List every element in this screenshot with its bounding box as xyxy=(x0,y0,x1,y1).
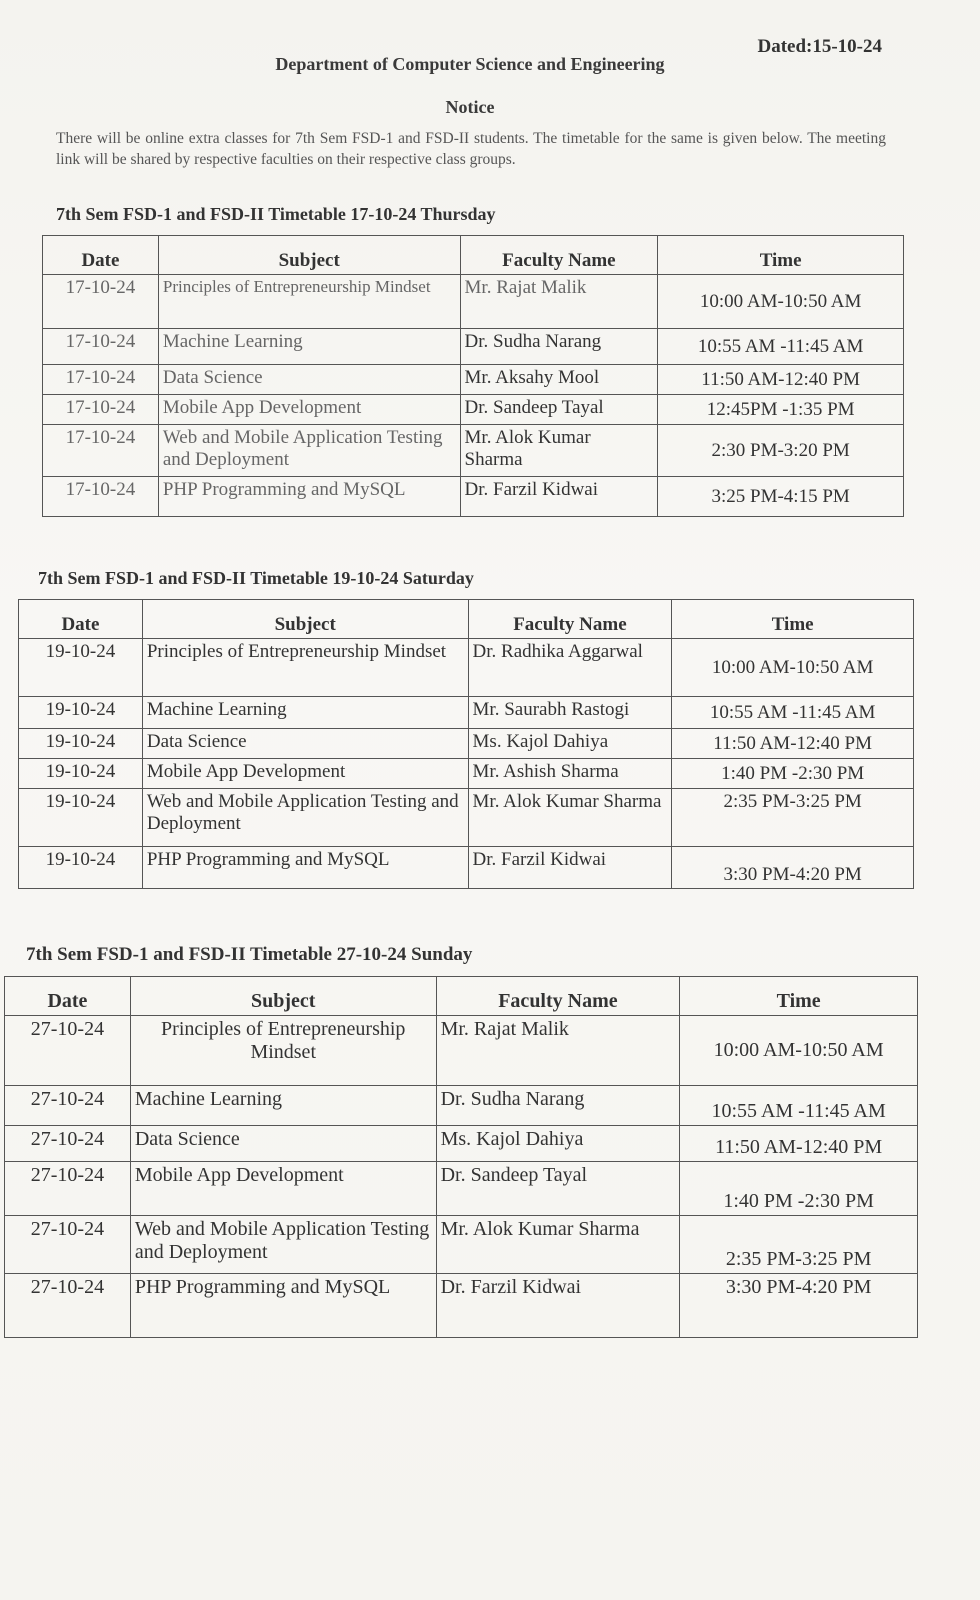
timetable-section-thursday xyxy=(0,204,980,517)
cell-date: 27-10-24 xyxy=(5,1216,131,1274)
cell-subject: PHP Programming and MySQL xyxy=(158,477,460,517)
table-row xyxy=(19,729,914,759)
cell-faculty: Dr. Sandeep Tayal xyxy=(460,395,658,425)
cell-date: 19-10-24 xyxy=(19,639,143,697)
column-header-time: Time xyxy=(672,600,914,639)
cell-date: 19-10-24 xyxy=(19,759,143,789)
table-row xyxy=(43,477,904,517)
cell-time: 2:35 PM-3:25 PM xyxy=(680,1216,918,1274)
cell-subject: Machine Learning xyxy=(130,1086,436,1126)
column-header-faculty: Faculty Name xyxy=(460,236,658,275)
cell-subject: Web and Mobile Application Testing and Deployment xyxy=(142,789,468,847)
cell-faculty: Ms. Kajol Dahiya xyxy=(468,729,672,759)
cell-time: 1:40 PM -2:30 PM xyxy=(680,1162,918,1216)
cell-faculty: Mr. Rajat Malik xyxy=(436,1016,680,1086)
cell-subject: Principles of Entrepreneurship Mindset xyxy=(130,1016,436,1086)
cell-subject: PHP Programming and MySQL xyxy=(130,1274,436,1338)
cell-date: 17-10-24 xyxy=(43,395,159,425)
cell-subject: Principles of Entrepreneurship Mindset xyxy=(142,639,468,697)
table-row xyxy=(5,1162,918,1216)
cell-subject: PHP Programming and MySQL xyxy=(142,847,468,889)
cell-faculty: Dr. Farzil Kidwai xyxy=(460,477,658,517)
cell-subject: Data Science xyxy=(158,365,460,395)
table-row xyxy=(43,365,904,395)
cell-date: 27-10-24 xyxy=(5,1126,131,1162)
cell-faculty: Dr. Sudha Narang xyxy=(436,1086,680,1126)
cell-time: 10:00 AM-10:50 AM xyxy=(658,275,904,329)
cell-time: 2:35 PM-3:25 PM xyxy=(672,789,914,847)
cell-date: 17-10-24 xyxy=(43,275,159,329)
cell-time: 10:55 AM -11:45 AM xyxy=(680,1086,918,1126)
table-row xyxy=(19,697,914,729)
cell-faculty: Dr. Sudha Narang xyxy=(460,329,658,365)
cell-date: 27-10-24 xyxy=(5,1162,131,1216)
column-header-date: Date xyxy=(43,236,159,275)
cell-time: 10:00 AM-10:50 AM xyxy=(672,639,914,697)
cell-time: 1:40 PM -2:30 PM xyxy=(672,759,914,789)
table-row xyxy=(43,329,904,365)
timetable-section-saturday xyxy=(0,568,980,889)
cell-time: 11:50 AM-12:40 PM xyxy=(672,729,914,759)
table-header-row xyxy=(19,600,914,639)
cell-subject: Data Science xyxy=(130,1126,436,1162)
table-header-row xyxy=(5,977,918,1016)
column-header-date: Date xyxy=(19,600,143,639)
cell-faculty: Dr. Farzil Kidwai xyxy=(436,1274,680,1338)
timetable-table xyxy=(18,599,914,889)
cell-date: 27-10-24 xyxy=(5,1086,131,1126)
cell-faculty: Dr. Farzil Kidwai xyxy=(468,847,672,889)
notice-intro: There will be online extra classes for 7th Sem FSD-1 and FSD-II students. The timetable for the same is given below. The meeting link will be shared by respective faculties on their respective class groups. xyxy=(56,130,886,168)
cell-date: 27-10-24 xyxy=(5,1274,131,1338)
table-row xyxy=(43,425,904,477)
table-row xyxy=(43,275,904,329)
cell-time: 2:30 PM-3:20 PM xyxy=(658,425,904,477)
cell-time: 3:25 PM-4:15 PM xyxy=(658,477,904,517)
department-title: Department of Computer Science and Engineering xyxy=(275,54,665,74)
dated-label: Dated:15-10-24 xyxy=(757,36,882,57)
cell-date: 19-10-24 xyxy=(19,847,143,889)
column-header-subject: Subject xyxy=(142,600,468,639)
column-header-subject: Subject xyxy=(130,977,436,1016)
timetable-heading: 7th Sem FSD-1 and FSD-II Timetable 19-10-24 Saturday xyxy=(38,568,474,588)
table-row xyxy=(5,1086,918,1126)
cell-subject: Machine Learning xyxy=(142,697,468,729)
table-row xyxy=(5,1016,918,1086)
cell-subject: Web and Mobile Application Testing and Deployment xyxy=(130,1216,436,1274)
timetable-table xyxy=(42,235,904,517)
cell-date: 17-10-24 xyxy=(43,425,159,477)
cell-faculty: Mr. Alok Kumar Sharma xyxy=(468,789,672,847)
cell-faculty: Mr. Saurabh Rastogi xyxy=(468,697,672,729)
cell-time: 10:55 AM -11:45 AM xyxy=(672,697,914,729)
table-row xyxy=(19,789,914,847)
cell-subject: Web and Mobile Application Testing and Deployment xyxy=(158,425,460,477)
column-header-faculty: Faculty Name xyxy=(436,977,680,1016)
table-row xyxy=(19,759,914,789)
cell-time: 11:50 AM-12:40 PM xyxy=(680,1126,918,1162)
cell-faculty: Mr. Alok Kumar Sharma xyxy=(460,425,658,477)
cell-subject: Data Science xyxy=(142,729,468,759)
column-header-time: Time xyxy=(658,236,904,275)
cell-time: 3:30 PM-4:20 PM xyxy=(680,1274,918,1338)
cell-faculty: Mr. Aksahy Mool xyxy=(460,365,658,395)
cell-subject: Mobile App Development xyxy=(158,395,460,425)
cell-subject: Mobile App Development xyxy=(142,759,468,789)
timetable-section-sunday xyxy=(0,944,980,1338)
cell-date: 27-10-24 xyxy=(5,1016,131,1086)
cell-subject: Principles of Entrepreneurship Mindset xyxy=(158,275,460,329)
column-header-date: Date xyxy=(5,977,131,1016)
cell-faculty: Ms. Kajol Dahiya xyxy=(436,1126,680,1162)
timetable-heading: 7th Sem FSD-1 and FSD-II Timetable 17-10-24 Thursday xyxy=(56,204,496,224)
cell-time: 11:50 AM-12:40 PM xyxy=(658,365,904,395)
column-header-subject: Subject xyxy=(158,236,460,275)
cell-date: 19-10-24 xyxy=(19,697,143,729)
table-row xyxy=(43,395,904,425)
cell-faculty: Mr. Rajat Malik xyxy=(460,275,658,329)
cell-faculty: Dr. Radhika Aggarwal xyxy=(468,639,672,697)
column-header-time: Time xyxy=(680,977,918,1016)
cell-date: 19-10-24 xyxy=(19,789,143,847)
cell-date: 17-10-24 xyxy=(43,329,159,365)
table-header-row xyxy=(43,236,904,275)
notice-title: Notice xyxy=(445,97,495,117)
cell-faculty: Mr. Ashish Sharma xyxy=(468,759,672,789)
table-row xyxy=(19,847,914,889)
cell-time: 10:55 AM -11:45 AM xyxy=(658,329,904,365)
cell-date: 17-10-24 xyxy=(43,365,159,395)
column-header-faculty: Faculty Name xyxy=(468,600,672,639)
table-row xyxy=(5,1216,918,1274)
table-row xyxy=(5,1126,918,1162)
cell-time: 10:00 AM-10:50 AM xyxy=(680,1016,918,1086)
table-row xyxy=(5,1274,918,1338)
cell-time: 12:45PM -1:35 PM xyxy=(658,395,904,425)
table-row xyxy=(19,639,914,697)
cell-time: 3:30 PM-4:20 PM xyxy=(672,847,914,889)
timetable-table xyxy=(4,976,918,1338)
cell-faculty: Mr. Alok Kumar Sharma xyxy=(436,1216,680,1274)
cell-subject: Machine Learning xyxy=(158,329,460,365)
cell-date: 19-10-24 xyxy=(19,729,143,759)
timetable-heading: 7th Sem FSD-1 and FSD-II Timetable 27-10-24 Sunday xyxy=(26,944,473,965)
cell-subject: Mobile App Development xyxy=(130,1162,436,1216)
cell-faculty: Dr. Sandeep Tayal xyxy=(436,1162,680,1216)
cell-date: 17-10-24 xyxy=(43,477,159,517)
